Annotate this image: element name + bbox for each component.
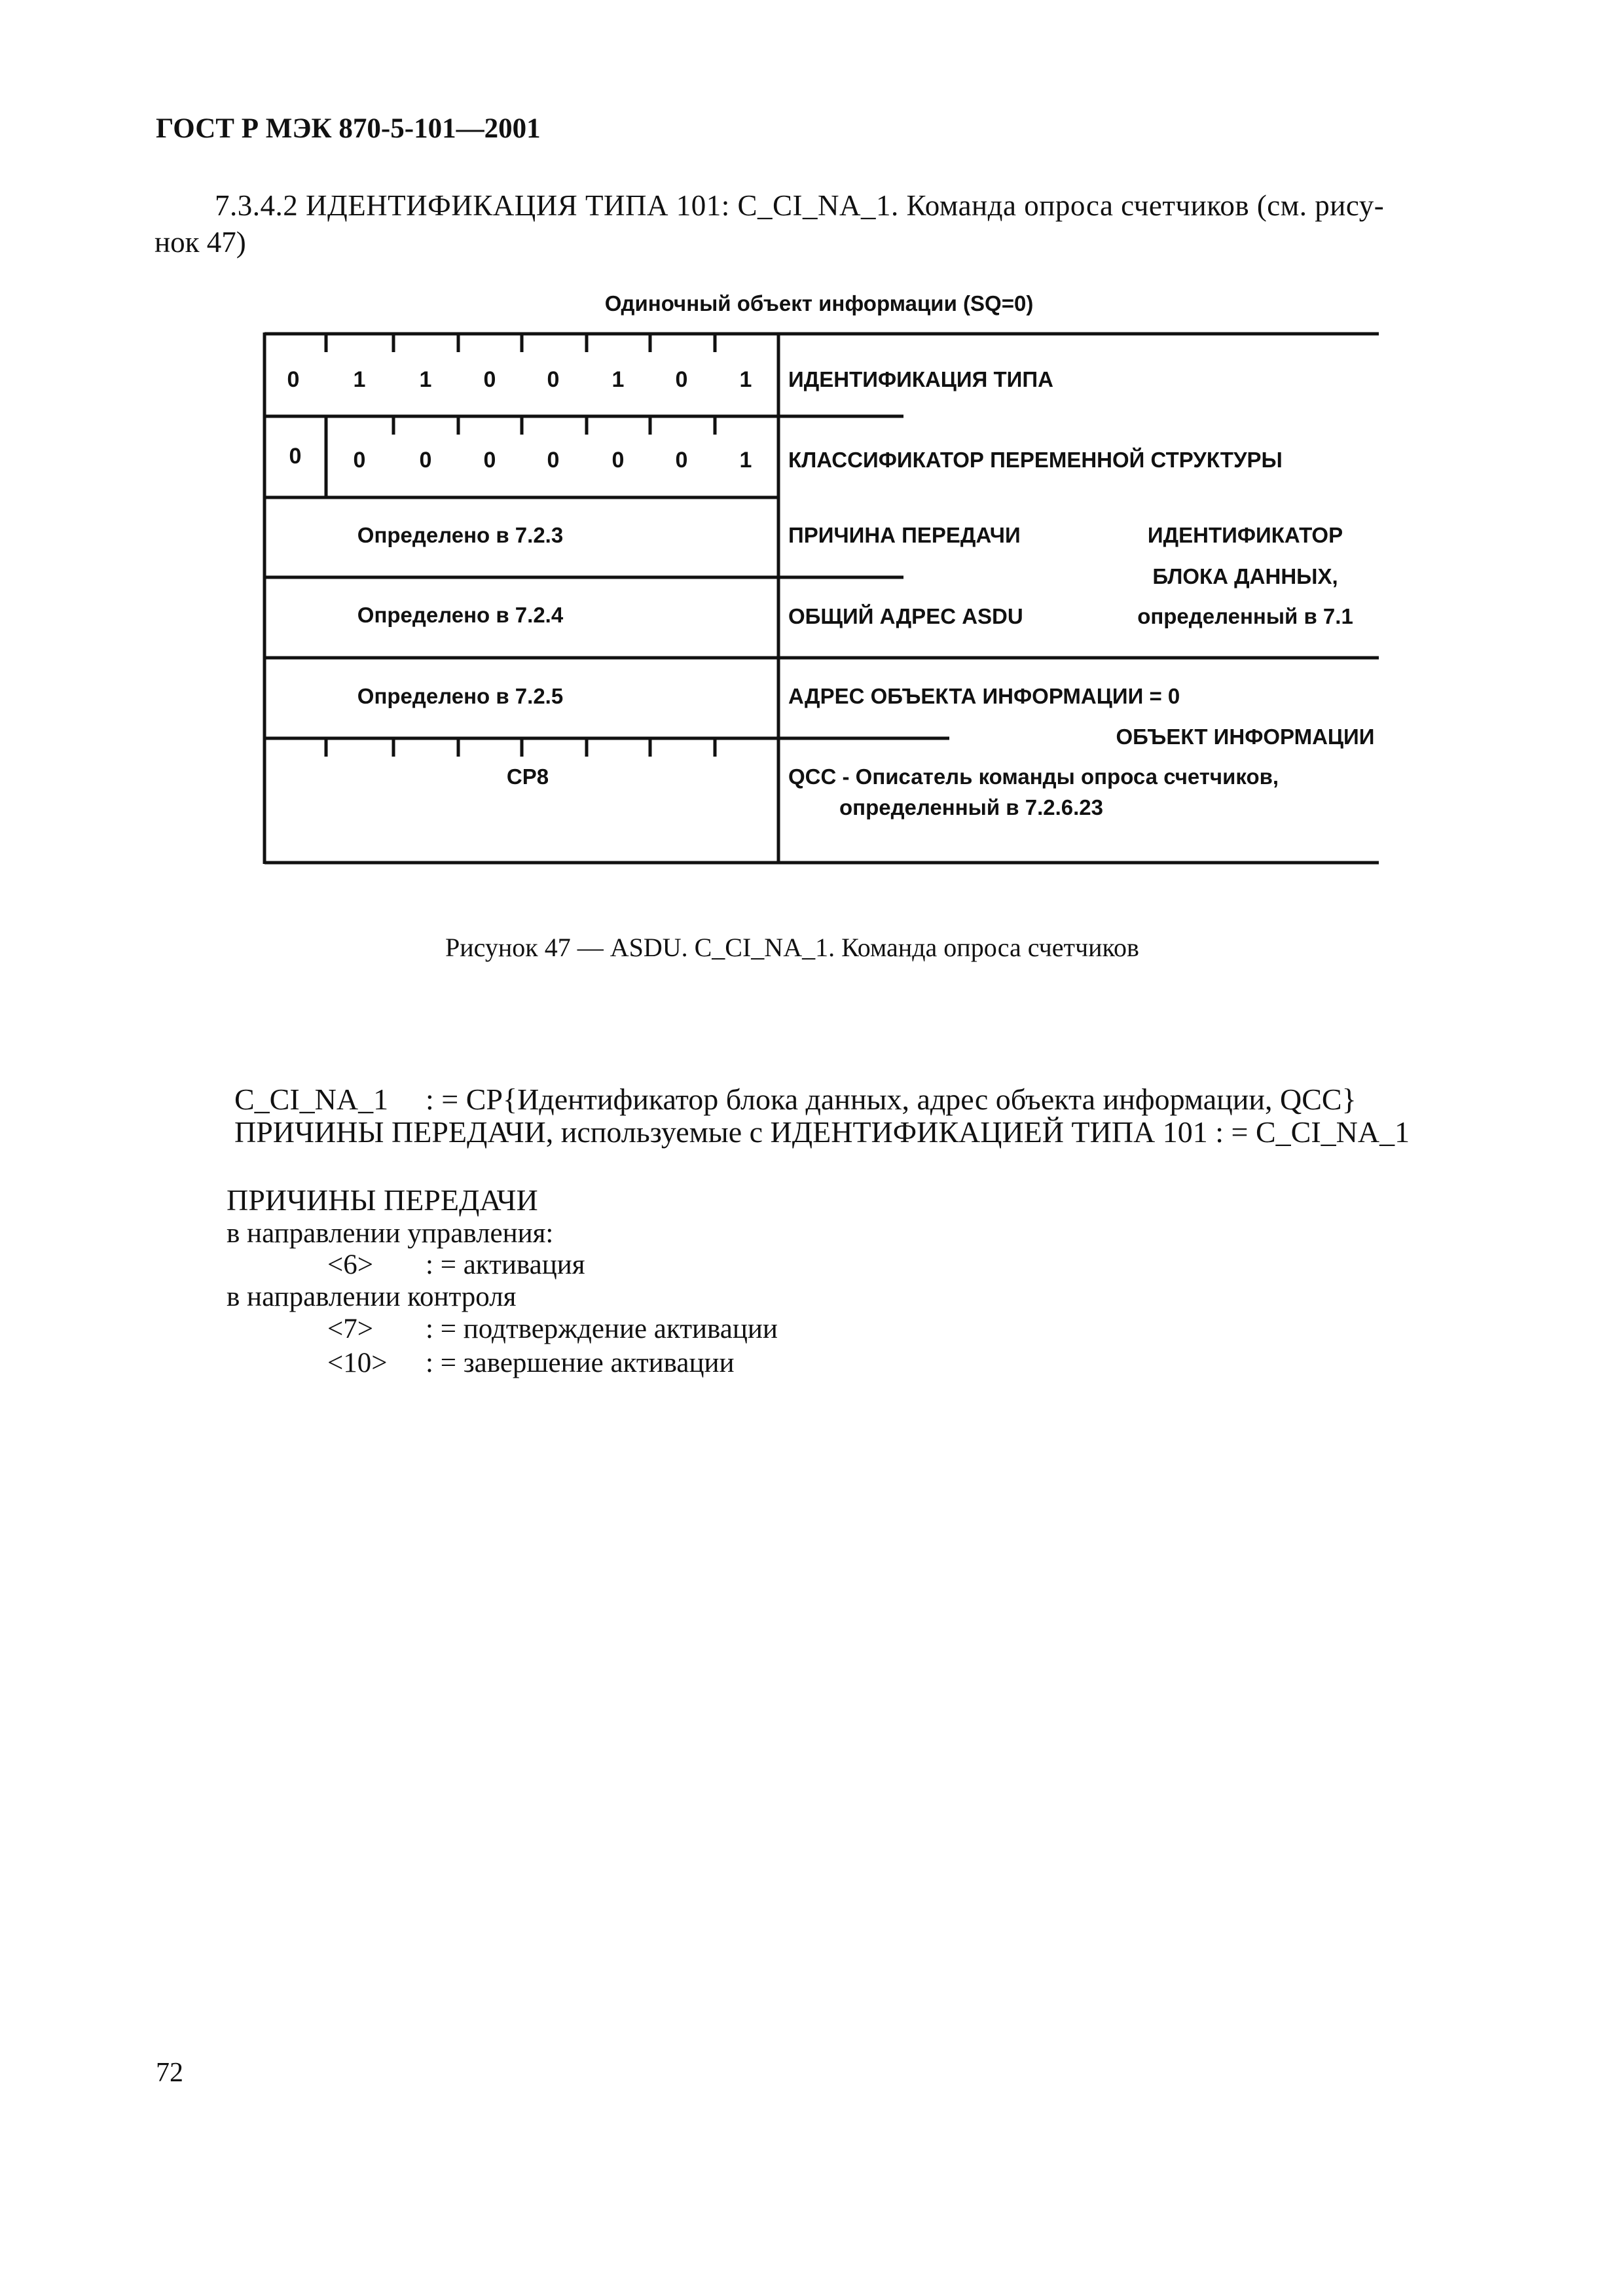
info-object-label: ОБЪЕКТ ИНФОРМАЦИИ <box>1116 725 1375 749</box>
section-intro-line-2: нок 47) <box>155 226 246 259</box>
qcc-field: CP8 <box>506 764 549 789</box>
cause-code: <6> <box>327 1249 374 1280</box>
figure-caption: Рисунок 47 — ASDU. C_CI_NA_1. Команда опроса счетчиков <box>445 933 1139 962</box>
formula-causes-line: ПРИЧИНЫ ПЕРЕДАЧИ, используемые с ИДЕНТИФИКАЦИЕЙ ТИПА 101 : = C_CI_NA_1 <box>234 1115 1410 1149</box>
ioa-definition: Определено в 7.2.5 <box>357 684 564 708</box>
bit: 0 <box>547 367 560 392</box>
qcc-label-2: определенный в 7.2.6.23 <box>839 795 1104 819</box>
bit: 0 <box>611 448 625 473</box>
formula-definition: : = CP{Идентификатор блока данных, адрес объекта информации, QCC} <box>426 1083 1357 1116</box>
bit: 1 <box>611 367 625 392</box>
document-header: ГОСТ Р МЭК 870-5-101—2001 <box>156 113 541 144</box>
bit: 0 <box>287 367 300 392</box>
page-number: 72 <box>156 2058 183 2088</box>
cause-text: : = активация <box>426 1249 585 1280</box>
vsq-label: КЛАССИФИКАТОР ПЕРЕМЕННОЙ СТРУКТУРЫ <box>788 448 1283 472</box>
figure-title: Одиночный объект информации (SQ=0) <box>604 291 1034 315</box>
bit: 0 <box>483 448 496 473</box>
formula-name: C_CI_NA_1 <box>234 1083 389 1116</box>
control-direction-heading: в направлении управления: <box>227 1218 554 1249</box>
bit: 0 <box>547 448 560 473</box>
bit: 0 <box>353 448 366 473</box>
bit: 0 <box>289 444 302 469</box>
common-address-definition: Определено в 7.2.4 <box>357 603 564 627</box>
cause-code: <7> <box>327 1314 374 1344</box>
bit: 0 <box>419 448 432 473</box>
data-unit-id-label-1: ИДЕНТИФИКАТОР <box>1147 523 1343 547</box>
bit: 1 <box>353 367 366 392</box>
section-intro-line-1: 7.3.4.2 ИДЕНТИФИКАЦИЯ ТИПА 101: C_CI_NA_1. Команда опроса счетчиков (см. рису- <box>215 189 1385 222</box>
qcc-label-1: QCC - Описатель команды опроса счетчиков, <box>788 764 1279 789</box>
common-address-label: ОБЩИЙ АДРЕС ASDU <box>788 604 1023 628</box>
type-id-bits <box>287 367 752 392</box>
bit: 1 <box>739 448 752 473</box>
cot-label: ПРИЧИНА ПЕРЕДАЧИ <box>788 523 1021 547</box>
asdu-structure-diagram <box>0 0 1623 916</box>
type-id-label: ИДЕНТИФИКАЦИЯ ТИПА <box>788 367 1053 391</box>
cause-code: <10> <box>327 1348 388 1378</box>
ioa-label: АДРЕС ОБЪЕКТА ИНФОРМАЦИИ = 0 <box>788 684 1180 708</box>
vsq-bits <box>289 444 752 473</box>
bit: 1 <box>419 367 432 392</box>
bit: 1 <box>739 367 752 392</box>
data-unit-id-label-2: БЛОКА ДАННЫХ, <box>1152 564 1338 588</box>
cause-text: : = завершение активации <box>426 1348 735 1378</box>
data-unit-id-label-3: определенный в 7.1 <box>1137 604 1353 628</box>
cot-definition: Определено в 7.2.3 <box>357 523 564 547</box>
bit: 0 <box>483 367 496 392</box>
bit: 0 <box>675 367 688 392</box>
causes-title: ПРИЧИНЫ ПЕРЕДАЧИ <box>227 1183 538 1217</box>
monitor-direction-heading: в направлении контроля <box>227 1282 517 1312</box>
bit: 0 <box>675 448 688 473</box>
cause-text: : = подтверждение активации <box>426 1314 778 1344</box>
